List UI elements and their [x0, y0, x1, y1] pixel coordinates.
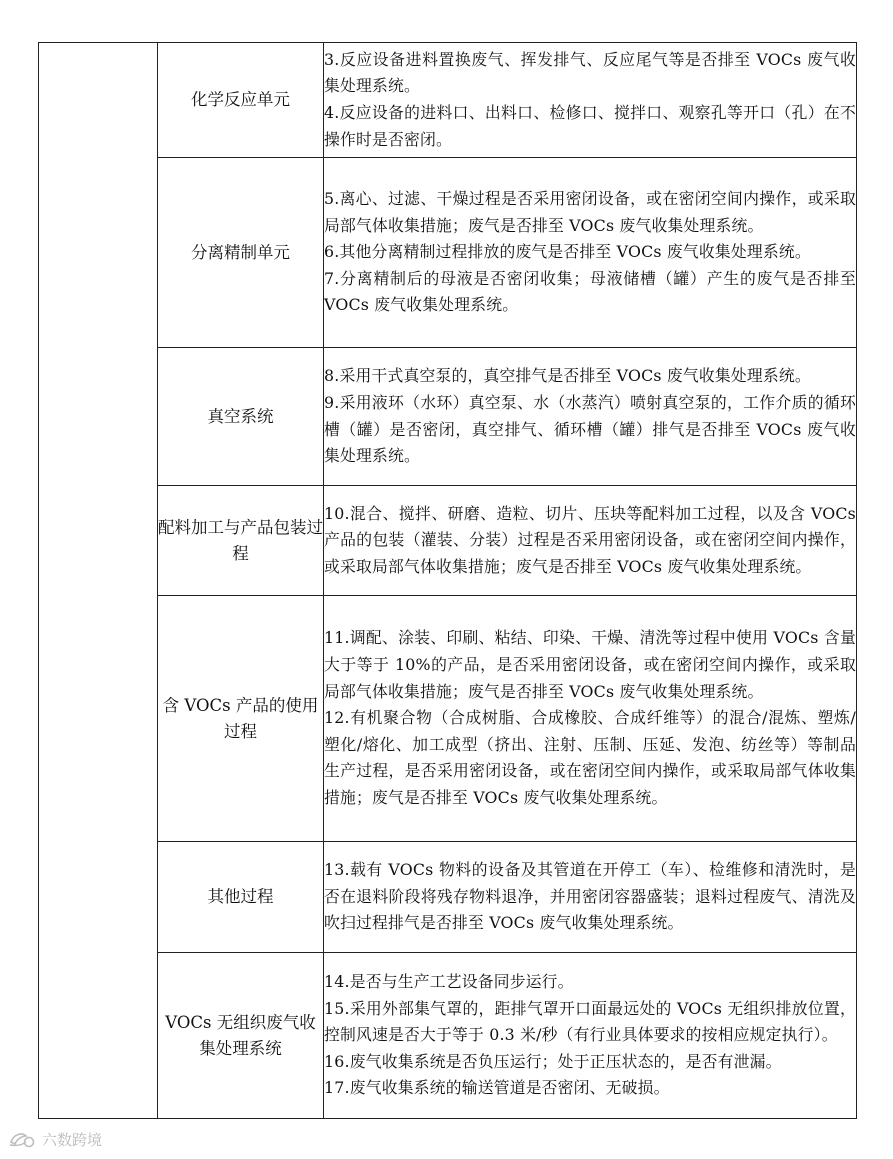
check-items-cell [324, 842, 857, 953]
check-item: 9.采用液环（水环）真空泵、水（水蒸汽）喷射真空泵的，工作介质的循环槽（罐）是否密闭，真空排气、循环槽（罐）排气是否排至 VOCs 废气收集处理系统。 [324, 392, 856, 466]
table-row [39, 486, 857, 596]
watermark [8, 1129, 102, 1150]
table-row [39, 43, 857, 158]
watermark-text: 六数跨境 [42, 1131, 103, 1149]
unit-cell: 真空系统 [158, 348, 324, 486]
table-row [39, 842, 857, 953]
check-item: 11.调配、涂装、印刷、粘结、印染、干燥、清洗等过程中使用 VOCs 含量大于等于 10%的产品，是否采用密闭设备，或在密闭空间内操作，或采取局部气体收集措施；废气是否排至 VOCs 废气收集处理系统。 [324, 628, 856, 701]
check-item: 16.废气收集系统是否负压运行；处于正压状态的，是否有泄漏。 [324, 1051, 782, 1071]
check-items-cell [324, 486, 857, 596]
voc-checklist-table [38, 42, 857, 1119]
table-row [39, 158, 857, 348]
check-items-cell [324, 348, 857, 486]
unit-cell: VOCs 无组织废气收集处理系统 [158, 953, 324, 1119]
check-item: 10.混合、搅拌、研磨、造粒、切片、压块等配料加工过程，以及含 VOCs 产品的包装（灌装、分装）过程是否采用密闭设备，或在密闭空间内操作，或采取局部气体收集措施；废气是否排至 VOCs 废气收集处理系统。 [324, 503, 856, 576]
check-item: 17.废气收集系统的输送管道是否密闭、无破损。 [324, 1078, 670, 1098]
check-item: 4.反应设备的进料口、出料口、检修口、搅拌口、观察孔等开口（孔）在不操作时是否密闭。 [324, 103, 856, 149]
leaf-logo-icon [8, 1130, 38, 1150]
check-item: 3.反应设备进料置换废气、挥发排气、反应尾气等是否排至 VOCs 废气收集处理系统。 [324, 49, 856, 96]
unit-cell: 其他过程 [158, 842, 324, 953]
table-row [39, 596, 857, 842]
check-item: 8.采用干式真空泵的，真空排气是否排至 VOCs 废气收集处理系统。 [324, 366, 811, 386]
unit-cell: 配料加工与产品包装过程 [158, 486, 324, 596]
unit-cell: 化学反应单元 [158, 43, 324, 158]
category-cell [39, 43, 158, 1119]
table-row [39, 348, 857, 486]
check-items-cell [324, 596, 857, 842]
check-item: 13.载有 VOCs 物料的设备及其管道在开停工（车）、检维修和清洗时，是否在退料阶段将残存物料退净，并用密闭容器盛装；退料过程废气、清洗及吹扫过程排气是否排至 VOCs 废气收集处理系统。 [324, 860, 856, 933]
check-item: 7.分离精制后的母液是否密闭收集；母液储槽（罐）产生的废气是否排至 VOCs 废气收集处理系统。 [324, 268, 856, 315]
check-items-cell [324, 158, 857, 348]
check-item: 6.其他分离精制过程排放的废气是否排至 VOCs 废气收集处理系统。 [324, 242, 811, 262]
check-item: 14.是否与生产工艺设备同步运行。 [324, 972, 574, 992]
check-items-cell [324, 43, 857, 158]
unit-cell: 分离精制单元 [158, 158, 324, 348]
check-item: 12.有机聚合物（合成树脂、合成橡胶、合成纤维等）的混合/混炼、塑炼/塑化/熔化、加工成型（挤出、注射、压制、压延、发泡、纺丝等）等制品生产过程，是否采用密闭设备，或在密闭空间内操作，或采取局部气体收集措施；废气是否排至 VOCs 废气收集处理系统。 [324, 708, 856, 807]
unit-cell: 含 VOCs 产品的使用过程 [158, 596, 324, 842]
check-item: 15.采用外部集气罩的，距排气罩开口面最远处的 VOCs 无组织排放位置，控制风速是否大于等于 0.3 米/秒（有行业具体要求的按相应规定执行）。 [324, 998, 856, 1045]
check-items-cell [324, 953, 857, 1119]
check-item: 5.离心、过滤、干燥过程是否采用密闭设备，或在密闭空间内操作，或采取局部气体收集措施；废气是否排至 VOCs 废气收集处理系统。 [324, 189, 856, 235]
table-row [39, 953, 857, 1119]
